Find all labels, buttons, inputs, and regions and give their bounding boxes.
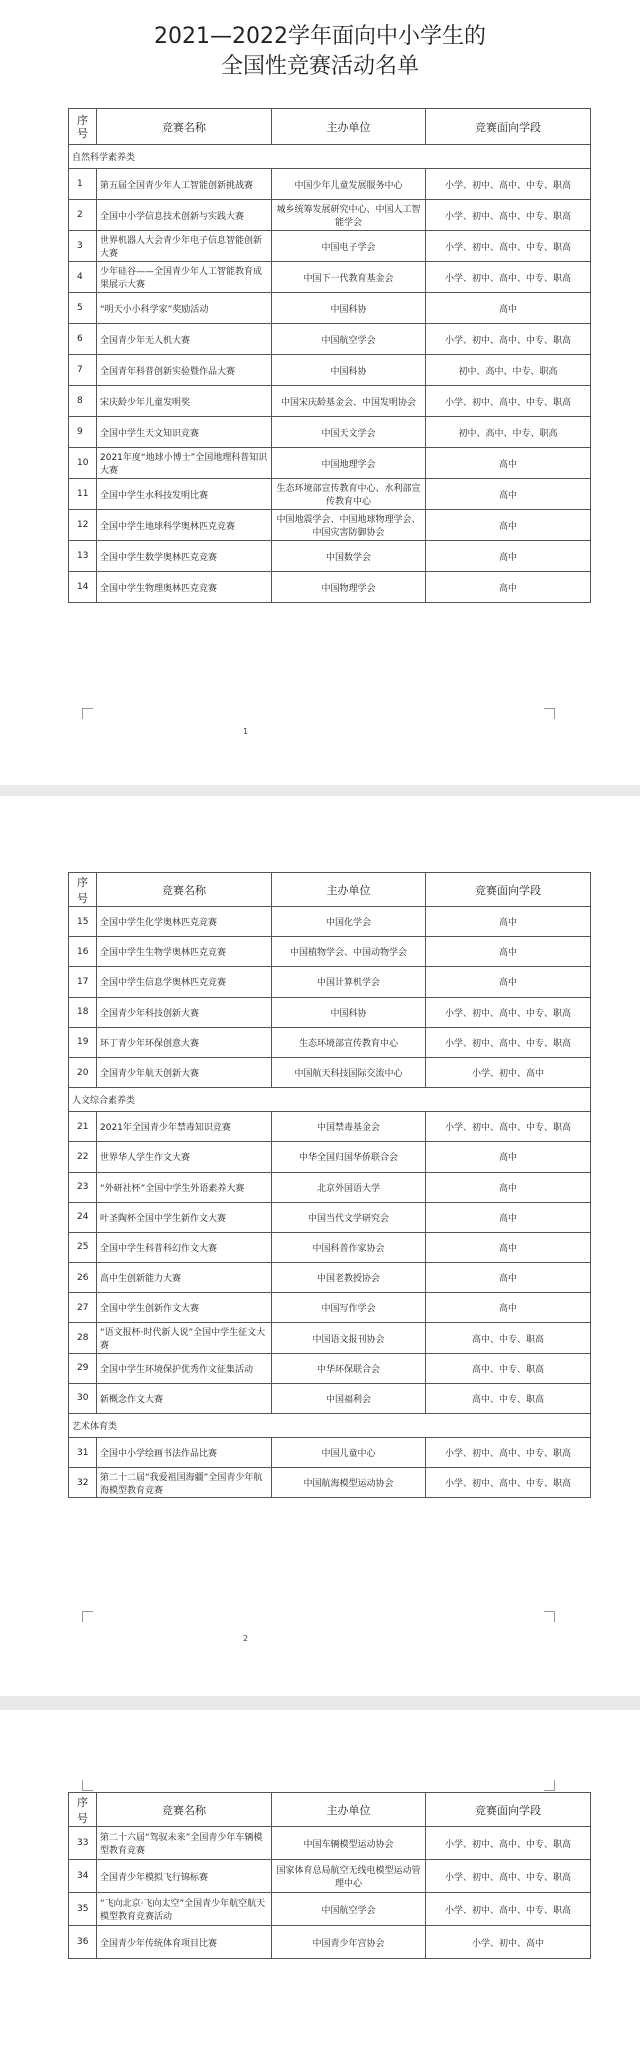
row-number: 1 <box>69 169 97 200</box>
competition-name: 全国中学生创新作文大赛 <box>97 1293 272 1323</box>
competition-name: 叶圣陶杯全国中学生新作文大赛 <box>97 1202 272 1232</box>
competition-name: 世界华人学生作文大赛 <box>97 1142 272 1172</box>
organizer: 中国少年儿童发展服务中心 <box>272 169 426 200</box>
row-number: 27 <box>69 1293 97 1323</box>
table-row <box>69 1383 591 1413</box>
header-organizer: 主办单位 <box>272 1793 426 1827</box>
table-row <box>69 1142 591 1172</box>
table-row <box>69 1860 591 1893</box>
competition-name: 环丁青少年环保创意大赛 <box>97 1027 272 1057</box>
table-header-row <box>69 873 591 907</box>
header-level: 竞赛面向学段 <box>426 1793 591 1827</box>
crop-mark <box>544 1780 555 1791</box>
competition-name: “飞向北京·飞向太空”全国青少年航空航天模型教育竞赛活动 <box>97 1893 272 1926</box>
table-row <box>69 417 591 448</box>
competition-name: 全国青年科普创新实验暨作品大赛 <box>97 355 272 386</box>
row-number: 25 <box>69 1232 97 1262</box>
school-level: 小学、初中、高中、中专、职高 <box>426 262 591 293</box>
organizer: 中国化学会 <box>272 907 426 937</box>
school-level: 小学、初中、高中、中专、职高 <box>426 1827 591 1860</box>
school-level: 小学、初中、高中、中专、职高 <box>426 200 591 231</box>
table-row <box>69 541 591 572</box>
school-level: 小学、初中、高中、中专、职高 <box>426 324 591 355</box>
row-number: 10 <box>69 448 97 479</box>
table-row <box>69 1323 591 1353</box>
school-level: 高中 <box>426 1232 591 1262</box>
table-row <box>69 907 591 937</box>
table-row <box>69 1263 591 1293</box>
competition-name: 全国中学生物理奥林匹克竞赛 <box>97 572 272 603</box>
organizer: 中国航空学会 <box>272 324 426 355</box>
row-number: 24 <box>69 1202 97 1232</box>
table-row <box>69 572 591 603</box>
row-number: 18 <box>69 997 97 1027</box>
table-row <box>69 1468 591 1498</box>
header-number: 序号 <box>69 873 97 907</box>
school-level: 高中 <box>426 1172 591 1202</box>
competition-name: 第二十六届“驾驭未来”全国青少年车辆模型教育竞赛 <box>97 1827 272 1860</box>
header-number-part: 号 <box>77 126 88 140</box>
competition-name: 全国中学生环境保护优秀作文征集活动 <box>97 1353 272 1383</box>
competition-name: 全国中学生数学奥林匹克竞赛 <box>97 541 272 572</box>
competition-name: 2021年全国青少年禁毒知识竞赛 <box>97 1112 272 1142</box>
page-number: 2 <box>243 1634 249 1643</box>
table-row <box>69 479 591 510</box>
competition-name: 全国中学生化学奥林匹克竞赛 <box>97 907 272 937</box>
organizer: 中国青少年宫协会 <box>272 1926 426 1959</box>
organizer: 中国计算机学会 <box>272 967 426 997</box>
table-row <box>69 1057 591 1087</box>
section-label: 自然科学素养类 <box>69 145 591 169</box>
table-row <box>69 355 591 386</box>
row-number: 21 <box>69 1112 97 1142</box>
organizer: 中国地震学会、中国地球物理学会、中国灾害防御协会 <box>272 510 426 541</box>
row-number: 7 <box>69 355 97 386</box>
table-row <box>69 1202 591 1232</box>
header-organizer: 主办单位 <box>272 109 426 145</box>
school-level: 高中 <box>426 541 591 572</box>
organizer: 中国航海模型运动协会 <box>272 1468 426 1498</box>
table-row <box>69 997 591 1027</box>
table-row <box>69 324 591 355</box>
header-number-part: 序 <box>77 113 88 127</box>
row-number: 23 <box>69 1172 97 1202</box>
organizer: 中国科协 <box>272 997 426 1027</box>
school-level: 小学、初中、高中、中专、职高 <box>426 1860 591 1893</box>
row-number: 15 <box>69 907 97 937</box>
table-row <box>69 231 591 262</box>
school-level: 小学、初中、高中、中专、职高 <box>426 1468 591 1498</box>
school-level: 高中 <box>426 479 591 510</box>
school-level: 高中、中专、职高 <box>426 1383 591 1413</box>
organizer: 北京外国语大学 <box>272 1172 426 1202</box>
school-level: 初中、高中、中专、职高 <box>426 417 591 448</box>
competition-table-page-3 <box>68 1792 591 1959</box>
row-number: 22 <box>69 1142 97 1172</box>
school-level: 高中 <box>426 907 591 937</box>
competition-name: 全国中学生地球科学奥林匹克竞赛 <box>97 510 272 541</box>
table-body-page-2 <box>69 873 591 1498</box>
competition-table-page-2 <box>68 872 591 1498</box>
organizer: 中国科协 <box>272 355 426 386</box>
row-number: 26 <box>69 1263 97 1293</box>
school-level: 小学、初中、高中、中专、职高 <box>426 1438 591 1468</box>
table-body-page-1 <box>69 109 591 603</box>
table-row <box>69 967 591 997</box>
crop-mark <box>82 1611 93 1622</box>
header-name: 竞赛名称 <box>97 1793 272 1827</box>
school-level: 高中 <box>426 293 591 324</box>
row-number: 28 <box>69 1323 97 1353</box>
competition-name: 全国青少年无人机大赛 <box>97 324 272 355</box>
table-row <box>69 1172 591 1202</box>
school-level: 高中、中专、职高 <box>426 1323 591 1353</box>
row-number: 35 <box>69 1893 97 1926</box>
organizer: 中国当代文学研究会 <box>272 1202 426 1232</box>
competition-name: 全国青少年模拟飞行锦标赛 <box>97 1860 272 1893</box>
school-level: 高中、中专、职高 <box>426 1353 591 1383</box>
organizer: 中国地理学会 <box>272 448 426 479</box>
row-number: 9 <box>69 417 97 448</box>
school-level: 初中、高中、中专、职高 <box>426 355 591 386</box>
table-row <box>69 200 591 231</box>
section-row <box>69 145 591 169</box>
organizer: 中国植物学会、中国动物学会 <box>272 937 426 967</box>
organizer: 中国下一代教育基金会 <box>272 262 426 293</box>
organizer: 中国电子学会 <box>272 231 426 262</box>
school-level: 小学、初中、高中、中专、职高 <box>426 1027 591 1057</box>
organizer: 中国航天科技国际交流中心 <box>272 1057 426 1087</box>
school-level: 高中 <box>426 1263 591 1293</box>
organizer: 中国车辆模型运动协会 <box>272 1827 426 1860</box>
organizer: 中国物理学会 <box>272 572 426 603</box>
competition-name: 全国中学生水科技发明比赛 <box>97 479 272 510</box>
school-level: 小学、初中、高中、中专、职高 <box>426 386 591 417</box>
row-number: 32 <box>69 1468 97 1498</box>
competition-name: “外研社杯”全国中学生外语素养大赛 <box>97 1172 272 1202</box>
table-row <box>69 1926 591 1959</box>
organizer: 中国宋庆龄基金会、中国发明协会 <box>272 386 426 417</box>
header-organizer: 主办单位 <box>272 873 426 907</box>
school-level: 高中 <box>426 1202 591 1232</box>
school-level: 小学、初中、高中、中专、职高 <box>426 1893 591 1926</box>
table-row <box>69 448 591 479</box>
organizer: 国家体育总局航空无线电模型运动管理中心 <box>272 1860 426 1893</box>
crop-mark <box>82 708 93 719</box>
row-number: 19 <box>69 1027 97 1057</box>
table-row <box>69 386 591 417</box>
organizer: 中国老教授协会 <box>272 1263 426 1293</box>
table-row <box>69 937 591 967</box>
organizer: 中国科普作家协会 <box>272 1232 426 1262</box>
school-level: 高中 <box>426 448 591 479</box>
table-header-row <box>69 109 591 145</box>
table-body-page-3 <box>69 1793 591 1959</box>
organizer: 中国天文学会 <box>272 417 426 448</box>
table-header-row <box>69 1793 591 1827</box>
school-level: 小学、初中、高中、中专、职高 <box>426 169 591 200</box>
header-name: 竞赛名称 <box>97 873 272 907</box>
school-level: 高中 <box>426 1142 591 1172</box>
table-row <box>69 1112 591 1142</box>
competition-name: 世界机器人大会青少年电子信息智能创新大赛 <box>97 231 272 262</box>
row-number: 11 <box>69 479 97 510</box>
competition-name: 全国青少年传统体育项目比赛 <box>97 1926 272 1959</box>
school-level: 高中 <box>426 1293 591 1323</box>
section-row <box>69 1414 591 1438</box>
table-row <box>69 1353 591 1383</box>
document-title-line-1: 2021—2022学年面向中小学生的 <box>154 24 486 49</box>
table-row <box>69 1027 591 1057</box>
competition-name: 全国中小学信息技术创新与实践大赛 <box>97 200 272 231</box>
competition-name: 第二十二届“我爱祖国海疆”全国青少年航海模型教育竞赛 <box>97 1468 272 1498</box>
table-row <box>69 262 591 293</box>
school-level: 小学、初中、高中、中专、职高 <box>426 997 591 1027</box>
school-level: 高中 <box>426 572 591 603</box>
crop-mark <box>544 708 555 719</box>
section-label: 艺术体育类 <box>69 1414 591 1438</box>
organizer: 城乡统筹发展研究中心、中国人工智能学会 <box>272 200 426 231</box>
section-row <box>69 1088 591 1112</box>
organizer: 中国语文报刊协会 <box>272 1323 426 1353</box>
school-level: 高中 <box>426 510 591 541</box>
row-number: 31 <box>69 1438 97 1468</box>
header-number: 序号 <box>69 1793 97 1827</box>
competition-table-page-1 <box>68 108 591 603</box>
competition-name: “明天小小科学家”奖励活动 <box>97 293 272 324</box>
competition-name: 全国青少年科技创新大赛 <box>97 997 272 1027</box>
row-number: 13 <box>69 541 97 572</box>
row-number: 2 <box>69 200 97 231</box>
table-row <box>69 1232 591 1262</box>
organizer: 中国福利会 <box>272 1383 426 1413</box>
organizer: 生态环境部宣传教育中心 <box>272 1027 426 1057</box>
document-page-2 <box>0 796 640 1696</box>
crop-mark <box>544 1611 555 1622</box>
competition-name: 高中生创新能力大赛 <box>97 1263 272 1293</box>
organizer: 中国科协 <box>272 293 426 324</box>
row-number: 30 <box>69 1383 97 1413</box>
row-number: 36 <box>69 1926 97 1959</box>
competition-name: 第五届全国青少年人工智能创新挑战赛 <box>97 169 272 200</box>
organizer: 中国航空学会 <box>272 1893 426 1926</box>
competition-name: 全国中学生信息学奥林匹克竞赛 <box>97 967 272 997</box>
header-level: 竞赛面向学段 <box>426 109 591 145</box>
document-page-1 <box>0 0 640 785</box>
competition-name: “语文报杯·时代新人说”全国中学生征文大赛 <box>97 1323 272 1353</box>
competition-name: 宋庆龄少年儿童发明奖 <box>97 386 272 417</box>
school-level: 小学、初中、高中、中专、职高 <box>426 231 591 262</box>
table-row <box>69 1893 591 1926</box>
header-name: 竞赛名称 <box>97 109 272 145</box>
competition-name: 全国中学生生物学奥林匹克竞赛 <box>97 937 272 967</box>
header-level: 竞赛面向学段 <box>426 873 591 907</box>
competition-name: 全国中学生科普科幻作文大赛 <box>97 1232 272 1262</box>
organizer: 生态环境部宣传教育中心、水利部宣传教育中心 <box>272 479 426 510</box>
row-number: 12 <box>69 510 97 541</box>
school-level: 小学、初中、高中 <box>426 1926 591 1959</box>
row-number: 6 <box>69 324 97 355</box>
organizer: 中国写作学会 <box>272 1293 426 1323</box>
row-number: 5 <box>69 293 97 324</box>
row-number: 33 <box>69 1827 97 1860</box>
school-level: 高中 <box>426 967 591 997</box>
competition-name: 新概念作文大赛 <box>97 1383 272 1413</box>
organizer: 中国禁毒基金会 <box>272 1112 426 1142</box>
row-number: 17 <box>69 967 97 997</box>
row-number: 34 <box>69 1860 97 1893</box>
table-row <box>69 1438 591 1468</box>
table-row <box>69 1827 591 1860</box>
organizer: 中华全国归国华侨联合会 <box>272 1142 426 1172</box>
row-number: 20 <box>69 1057 97 1087</box>
document-page-3 <box>0 1710 640 2056</box>
row-number: 16 <box>69 937 97 967</box>
row-number: 29 <box>69 1353 97 1383</box>
document-title-line-2: 全国性竞赛活动名单 <box>220 54 419 79</box>
school-level: 小学、初中、高中 <box>426 1057 591 1087</box>
crop-mark <box>82 1780 93 1791</box>
row-number: 3 <box>69 231 97 262</box>
school-level: 高中 <box>426 937 591 967</box>
competition-name: 全国中学生天文知识竞赛 <box>97 417 272 448</box>
row-number: 14 <box>69 572 97 603</box>
table-row <box>69 169 591 200</box>
competition-name: 2021年度“地球小博士”全国地理科普知识大赛 <box>97 448 272 479</box>
row-number: 8 <box>69 386 97 417</box>
organizer: 中国儿童中心 <box>272 1438 426 1468</box>
organizer: 中华环保联合会 <box>272 1353 426 1383</box>
page-number: 1 <box>243 727 249 736</box>
school-level: 小学、初中、高中、中专、职高 <box>426 1112 591 1142</box>
section-label: 人文综合素养类 <box>69 1088 591 1112</box>
competition-name: 少年硅谷——全国青少年人工智能教育成果展示大赛 <box>97 262 272 293</box>
table-row <box>69 510 591 541</box>
header-number <box>69 109 97 145</box>
row-number: 4 <box>69 262 97 293</box>
competition-name: 全国青少年航天创新大赛 <box>97 1057 272 1087</box>
table-row <box>69 293 591 324</box>
competition-name: 全国中小学绘画书法作品比赛 <box>97 1438 272 1468</box>
organizer: 中国数学会 <box>272 541 426 572</box>
table-row <box>69 1293 591 1323</box>
